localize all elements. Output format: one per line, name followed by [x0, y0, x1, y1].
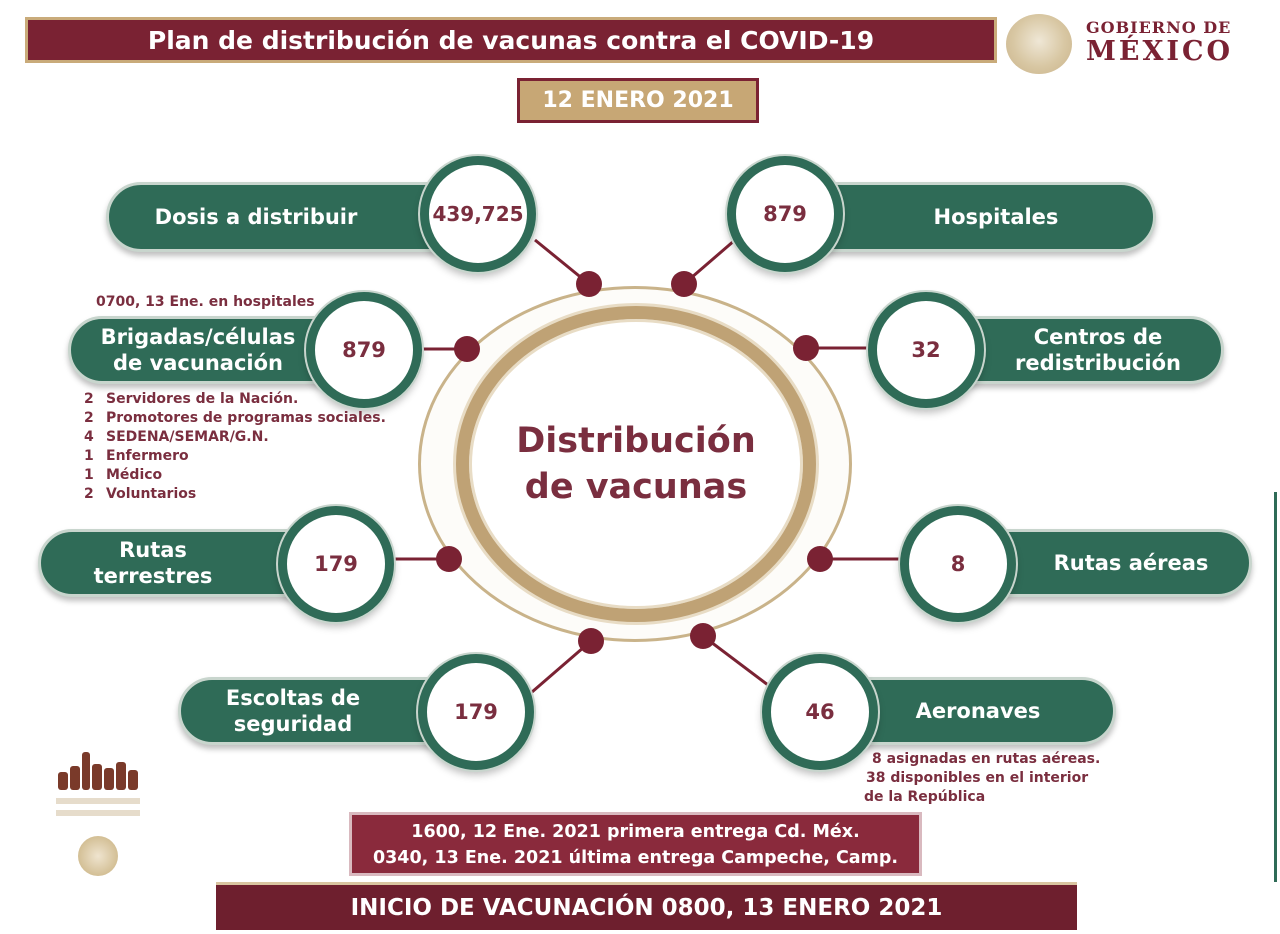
brigadas-note: 0700, 13 Ene. en hospitales [96, 294, 315, 310]
node-rutas-aereas-label-text: Rutas aéreas [1053, 551, 1209, 575]
node-centros-label-line2: redistribución [1015, 351, 1181, 375]
node-centros-label-line1: Centros de [1033, 325, 1163, 349]
node-rutas-terrestres-value: 179 [278, 506, 394, 622]
date-badge: 12 ENERO 2021 [517, 78, 759, 123]
government-label-line2: MÉXICO [1086, 36, 1234, 67]
center-title [486, 418, 786, 510]
node-rutas-terrestres-label-line2: terrestres [93, 564, 213, 588]
delivery-line2: 0340, 13 Ene. 2021 última entrega Campeche, Camp. [372, 848, 899, 868]
brigade-composition-list [84, 390, 386, 504]
list-item: 1 Enfermero [84, 448, 189, 464]
aeronaves-note-line2: 38 disponibles en el interior [866, 770, 1089, 786]
list-item: 1 Médico [84, 467, 163, 483]
node-rutas-aereas-value: 8 [900, 506, 1016, 622]
node-escoltas-value: 179 [418, 654, 534, 770]
list-item: 2 Voluntarios [84, 486, 197, 502]
node-escoltas-label-line2: seguridad [233, 712, 353, 736]
list-item: 2 Promotores de programas sociales. [84, 410, 386, 426]
node-dosis-value: 439,725 [420, 156, 536, 272]
connector-dot [793, 335, 819, 361]
center-title-line1: Distribución [516, 421, 756, 461]
vaccination-start-banner: INICIO DE VACUNACIÓN 0800, 13 ENERO 2021 [216, 882, 1077, 930]
page-title: Plan de distribución de vacunas contra el COVID-19 [25, 17, 997, 63]
node-escoltas-label-line1: Escoltas de [225, 686, 361, 710]
node-dosis-label-text: Dosis a distribuir [154, 205, 358, 229]
connector-dot [807, 546, 833, 572]
connector-dot [576, 271, 602, 297]
aeronaves-note-line1: 8 asignadas en rutas aéreas. [872, 751, 1101, 767]
node-centros-value: 32 [868, 292, 984, 408]
delivery-schedule-box [349, 812, 922, 876]
aeronaves-note [864, 750, 1100, 807]
government-label-line1: GOBIERNO DE [1086, 18, 1232, 37]
node-brigadas-value: 879 [306, 292, 422, 408]
node-brigadas-label-line1: Brigadas/células [100, 325, 296, 349]
connector-dot [690, 623, 716, 649]
connector-dot [671, 271, 697, 297]
connector-dot [578, 628, 604, 654]
node-rutas-terrestres-label-line1: Rutas [119, 538, 187, 562]
delivery-line1: 1600, 12 Ene. 2021 primera entrega Cd. Méx. [411, 822, 860, 842]
node-aeronaves-value: 46 [762, 654, 878, 770]
node-aeronaves-label-text: Aeronaves [915, 699, 1041, 723]
right-edge-accent [1274, 492, 1277, 882]
list-item: 2 Servidores de la Nación. [84, 391, 299, 407]
node-hospitales-value: 879 [727, 156, 843, 272]
list-item: 4 SEDENA/SEMAR/G.N. [84, 429, 269, 445]
connector-dot [436, 546, 462, 572]
node-brigadas-label-line2: de vacunación [112, 351, 283, 375]
aeronaves-note-line3: de la República [864, 789, 986, 805]
connector-dot [454, 336, 480, 362]
node-hospitales-label-text: Hospitales [933, 205, 1059, 229]
node-dosis-label [106, 182, 466, 252]
center-title-line2: de vacunas [524, 467, 748, 507]
seal-icon [78, 836, 118, 876]
historical-figures-logo [52, 740, 144, 830]
